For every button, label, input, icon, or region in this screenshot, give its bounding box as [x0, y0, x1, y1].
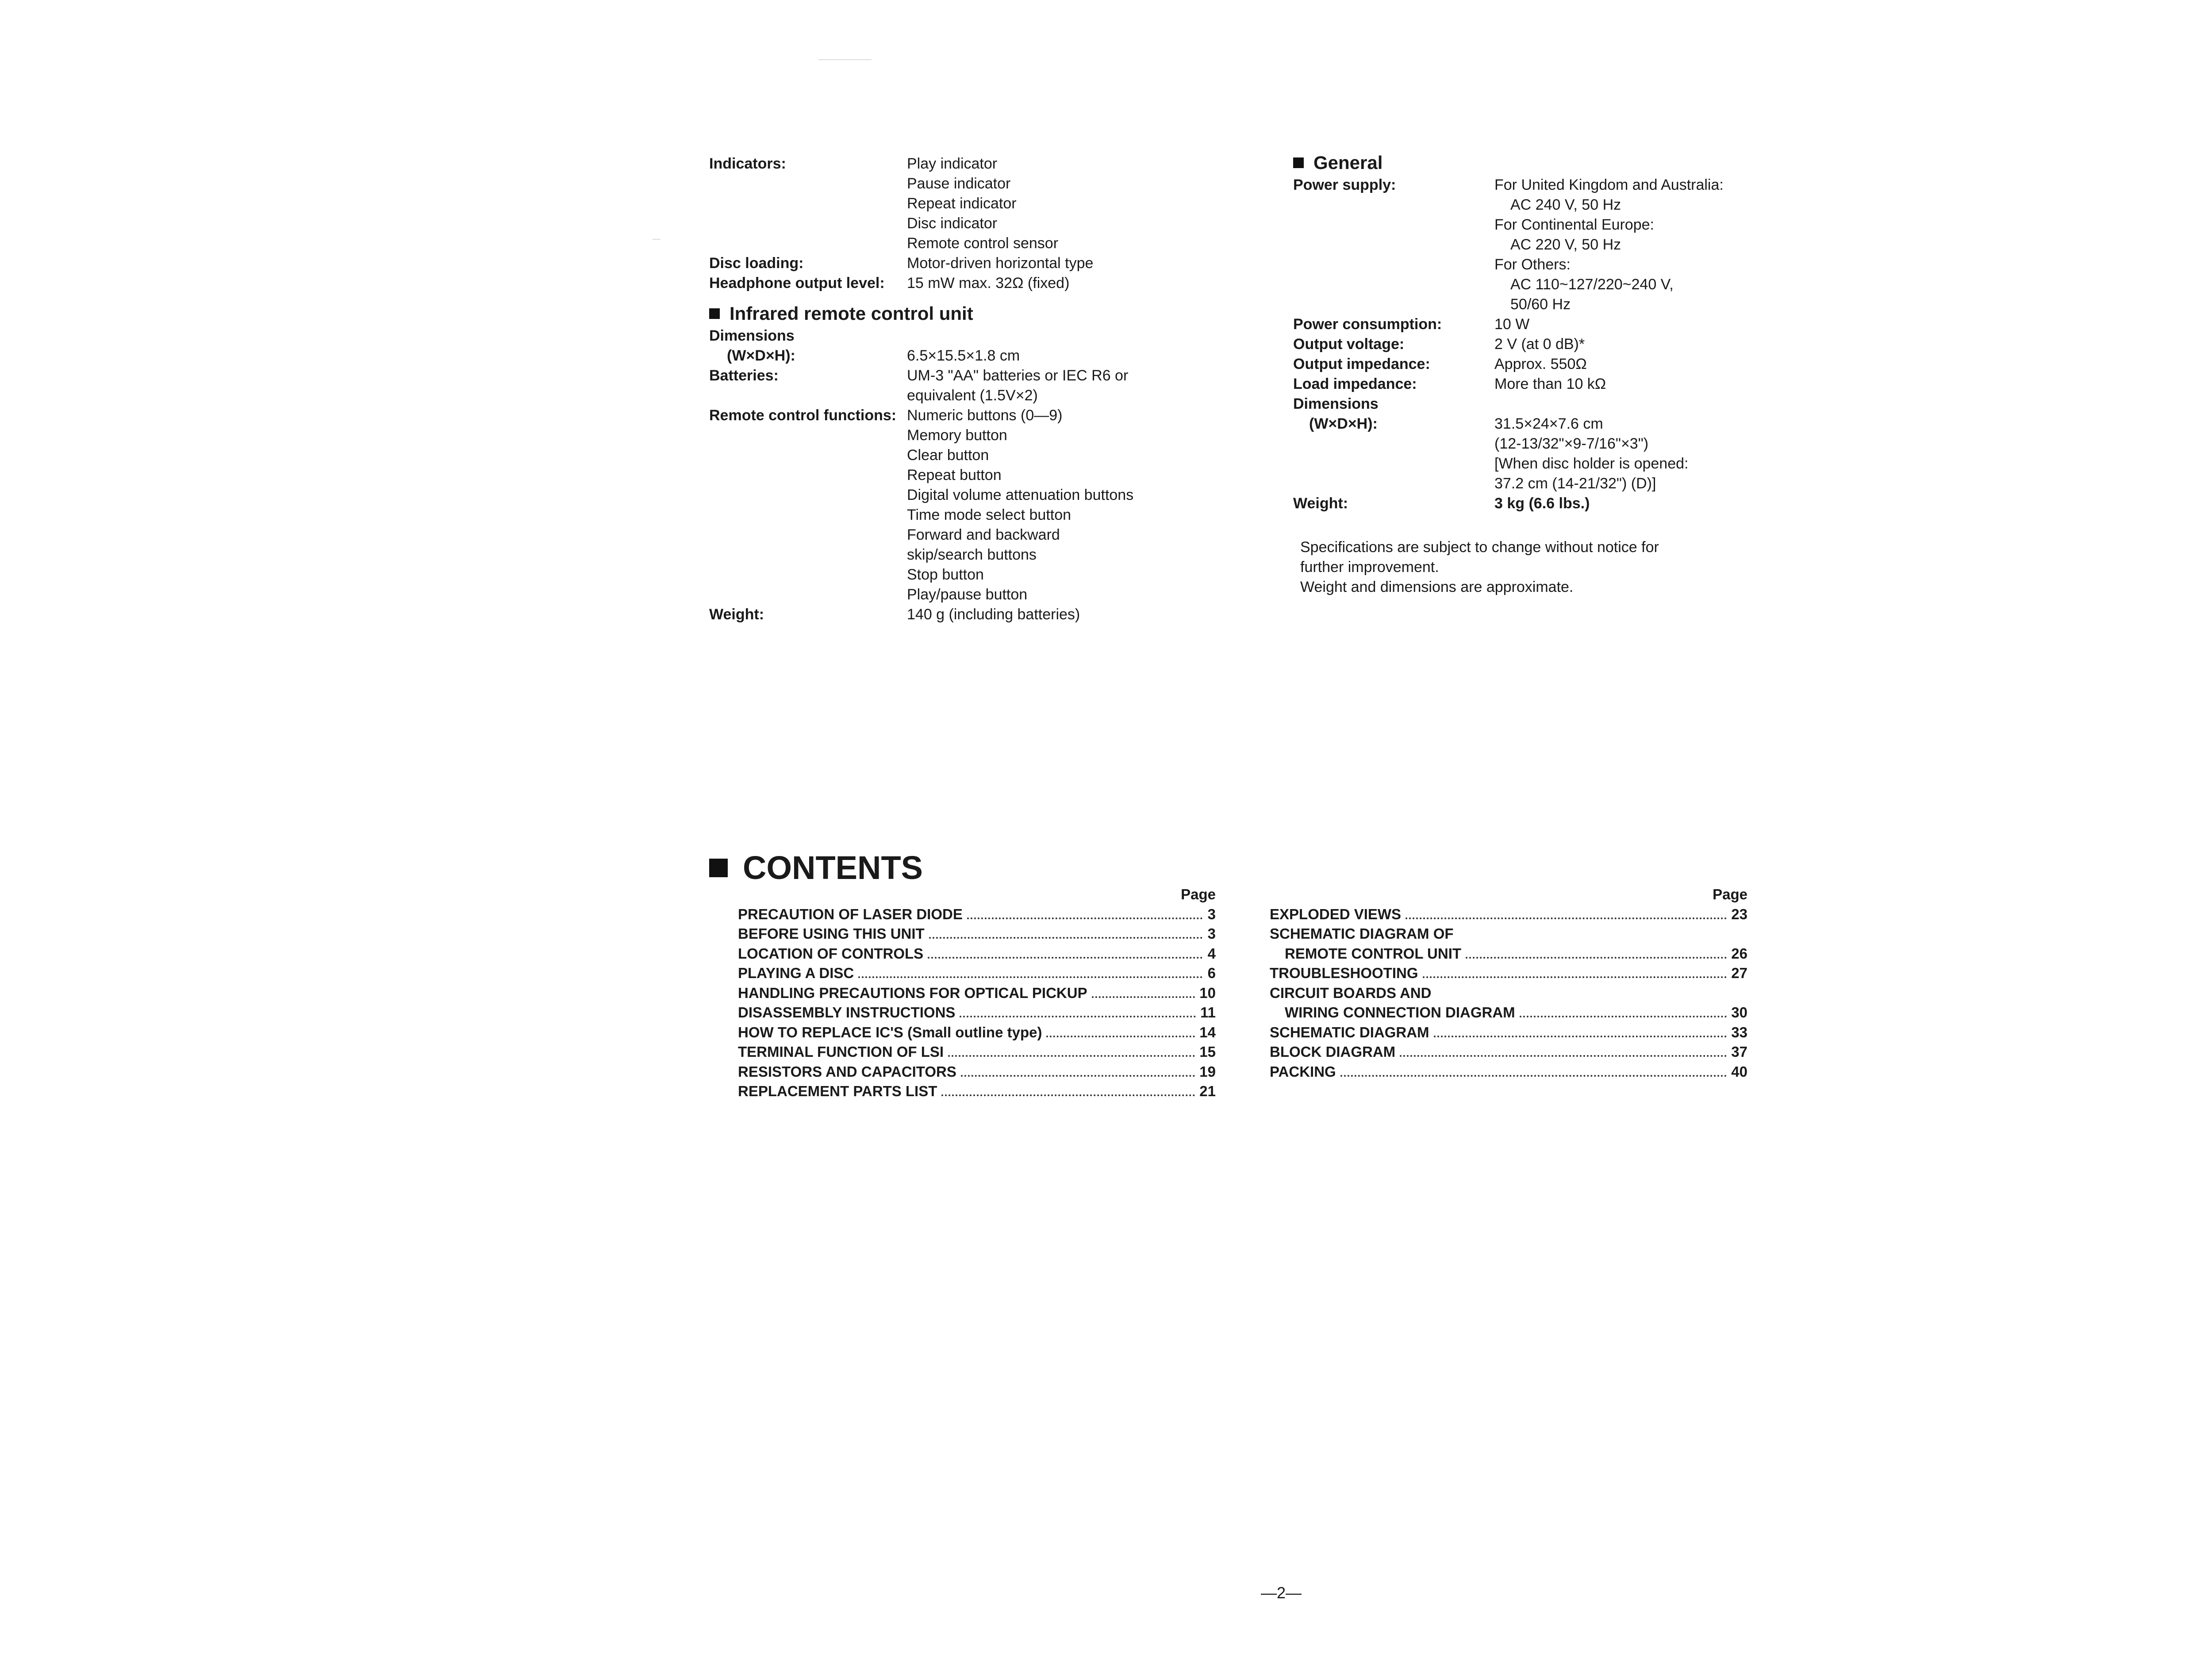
toc-entry-page: 26: [1731, 945, 1747, 962]
spec-value: Remote control sensor: [907, 235, 1059, 252]
toc-left-list: [738, 905, 1216, 1101]
scan-mark: [653, 239, 661, 240]
page-number: —2—: [1260, 1584, 1302, 1602]
spec-value: Disc indicator: [907, 215, 998, 232]
toc-entry-title: DISASSEMBLY INSTRUCTIONS: [738, 1004, 956, 1021]
spec-value: More than 10 kΩ: [1494, 376, 1606, 392]
toc-entry-title: CIRCUIT BOARDS AND: [1270, 984, 1432, 1001]
dimension-line: (12-13/32"×9-7/16"×3"): [1494, 435, 1649, 452]
power-supply-line: For Others:: [1494, 256, 1571, 273]
spec-value: 15 mW max. 32Ω (fixed): [907, 275, 1070, 292]
power-supply-label: Power supply:: [1293, 177, 1396, 193]
general-weight-label: Weight:: [1293, 495, 1348, 512]
toc-entry-title: TROUBLESHOOTING: [1270, 965, 1418, 981]
toc-entry-title: PACKING: [1270, 1063, 1336, 1080]
remote-functions-row: [709, 406, 1133, 605]
toc-entry-title: EXPLODED VIEWS: [1270, 906, 1402, 922]
toc-entry[interactable]: [738, 924, 1216, 944]
toc-leader-dots: [928, 957, 1202, 959]
function-item: Stop button: [907, 566, 984, 583]
general-dimensions-values: [1494, 414, 1688, 494]
toc-entry-title: BEFORE USING THIS UNIT: [738, 925, 925, 942]
page-column-header: Page: [1181, 886, 1216, 902]
toc-entry[interactable]: [1270, 905, 1747, 925]
left-spec-table: [709, 154, 1133, 293]
remote-batteries-label: Batteries:: [709, 367, 779, 384]
toc-entry[interactable]: [738, 1003, 1216, 1023]
toc-entry[interactable]: [738, 983, 1216, 1003]
toc-entry[interactable]: [738, 1042, 1216, 1062]
toc-entry[interactable]: [1270, 1023, 1747, 1043]
remote-dimensions-value: 6.5×15.5×1.8 cm: [907, 347, 1020, 364]
remote-dimensions-label: Dimensions: [709, 327, 795, 344]
spec-value: Pause indicator: [907, 175, 1011, 192]
note-line: Specifications are subject to change without notice for: [1300, 539, 1659, 556]
power-supply-line: For Continental Europe:: [1494, 216, 1654, 233]
toc-leader-dots: [1406, 917, 1727, 919]
toc-entry-title: REPLACEMENT PARTS LIST: [738, 1083, 937, 1099]
toc-entry-page: 23: [1731, 906, 1747, 922]
toc-leader-dots: [1520, 1016, 1727, 1017]
spec-values: [907, 253, 1093, 273]
remote-functions-label: Remote control functions:: [709, 407, 897, 424]
remote-weight-value: 140 g (including batteries): [907, 606, 1080, 623]
left-specs: [709, 154, 1133, 625]
general-dimensions-label: Dimensions: [1293, 395, 1379, 412]
toc-leader-dots: [1340, 1075, 1727, 1077]
square-bullet-icon: [1293, 157, 1304, 168]
toc-leader-dots: [1466, 957, 1727, 959]
power-supply-line: For United Kingdom and Australia:: [1494, 177, 1724, 193]
scan-mark: [818, 59, 872, 60]
function-item: Digital volume attenuation buttons: [907, 487, 1134, 503]
remote-dimensions-row-2: [709, 346, 1133, 366]
spec-values: [907, 154, 1058, 253]
toc-entry-title: HANDLING PRECAUTIONS FOR OPTICAL PICKUP: [738, 984, 1087, 1001]
general-section-heading: [1293, 150, 1724, 175]
general-dimensions-row: [1293, 394, 1724, 414]
toc-entry[interactable]: [1270, 963, 1747, 983]
batteries-value-line: equivalent (1.5V×2): [907, 387, 1038, 404]
contents-heading: [709, 849, 923, 887]
note-line: Weight and dimensions are approximate.: [1300, 579, 1574, 595]
remote-section-title: Infrared remote control unit: [730, 303, 973, 324]
toc-leader-dots: [929, 937, 1202, 939]
toc-entry-title: SCHEMATIC DIAGRAM OF: [1270, 925, 1454, 942]
contents-right-column: [1270, 885, 1747, 1082]
toc-entry-page: 4: [1207, 945, 1216, 962]
toc-entry[interactable]: [738, 1062, 1216, 1082]
spec-value: 10 W: [1494, 316, 1530, 333]
power-supply-line: AC 240 V, 50 Hz: [1510, 196, 1621, 213]
square-bullet-icon: [709, 308, 720, 319]
toc-leader-dots: [858, 976, 1202, 978]
toc-leader-dots: [941, 1094, 1195, 1096]
toc-entry[interactable]: [738, 1023, 1216, 1043]
general-spec-table: [1293, 315, 1724, 394]
general-specs: [1293, 150, 1724, 597]
toc-entry-page: 6: [1207, 965, 1216, 981]
dimension-line: 37.2 cm (14-21/32") (D)]: [1494, 475, 1656, 492]
spec-label: Output impedance:: [1293, 356, 1430, 372]
remote-weight-label: Weight:: [709, 606, 764, 623]
note-line: further improvement.: [1300, 559, 1439, 576]
spec-value: Motor-driven horizontal type: [907, 255, 1094, 272]
function-item: Clear button: [907, 447, 989, 464]
toc-leader-dots: [1400, 1055, 1727, 1057]
toc-entry[interactable]: [738, 963, 1216, 983]
function-item: Numeric buttons (0—9): [907, 407, 1063, 424]
toc-entry-title: REMOTE CONTROL UNIT: [1285, 945, 1462, 962]
toc-entry-page: 19: [1199, 1063, 1216, 1080]
toc-entry-page: 14: [1199, 1024, 1216, 1040]
toc-entry[interactable]: [738, 1082, 1216, 1101]
toc-leader-dots: [1046, 1036, 1195, 1037]
function-item: Play/pause button: [907, 586, 1028, 603]
toc-leader-dots: [960, 1016, 1196, 1017]
toc-entry-title: BLOCK DIAGRAM: [1270, 1044, 1396, 1060]
function-item: Memory button: [907, 427, 1007, 444]
toc-entry-title: RESISTORS AND CAPACITORS: [738, 1063, 956, 1080]
toc-leader-dots: [1423, 976, 1727, 978]
toc-entry[interactable]: [1270, 1042, 1747, 1062]
spec-row: [1293, 374, 1724, 394]
contents-left-column: [738, 885, 1216, 1101]
toc-entry[interactable]: [1270, 1062, 1747, 1082]
power-supply-values: [1494, 175, 1724, 315]
toc-entry-page: 30: [1731, 1004, 1747, 1021]
toc-entry[interactable]: [738, 944, 1216, 964]
toc-entry-page: 15: [1199, 1044, 1216, 1060]
power-supply-line: 50/60 Hz: [1510, 296, 1571, 313]
toc-entry-page: 11: [1200, 1004, 1216, 1021]
toc-entry-page: 3: [1207, 925, 1216, 942]
general-weight-value: 3 kg (6.6 lbs.): [1494, 495, 1590, 512]
general-dimensions-row-2: [1293, 414, 1724, 494]
spec-row: [709, 253, 1133, 273]
power-supply-line: AC 110~127/220~240 V,: [1510, 276, 1674, 293]
toc-entry-page: 3: [1207, 906, 1216, 922]
remote-dimensions-sublabel: (W×D×H):: [727, 347, 795, 364]
toc-leader-dots: [961, 1075, 1195, 1077]
spec-value: 2 V (at 0 dB)*: [1494, 336, 1585, 353]
function-item: Forward and backward: [907, 526, 1060, 543]
toc-entry-page: 27: [1731, 965, 1747, 981]
power-supply-line: AC 220 V, 50 Hz: [1510, 236, 1621, 253]
general-weight-row: [1293, 494, 1724, 514]
toc-entry[interactable]: [1270, 924, 1747, 944]
toc-leader-dots: [1092, 996, 1195, 998]
toc-entry-title: PLAYING A DISC: [738, 965, 854, 981]
remote-batteries-values: [907, 366, 1128, 406]
spec-label: Indicators:: [709, 155, 786, 172]
page-column-header: Page: [1713, 886, 1747, 902]
spec-label: Headphone output level:: [709, 275, 885, 292]
spec-label: Output voltage:: [1293, 336, 1405, 353]
power-supply-row: [1293, 175, 1724, 315]
toc-right-list: [1270, 905, 1747, 1082]
remote-section-heading: [709, 301, 1133, 326]
spec-label: Load impedance:: [1293, 376, 1417, 392]
toc-entry-title: LOCATION OF CONTROLS: [738, 945, 924, 962]
function-item: skip/search buttons: [907, 546, 1037, 563]
contents-title: CONTENTS: [743, 849, 923, 886]
remote-weight-row: [709, 605, 1133, 625]
toc-entry-page: 10: [1199, 984, 1216, 1001]
toc-entry-page: 37: [1731, 1044, 1747, 1060]
dimension-line: 31.5×24×7.6 cm: [1494, 415, 1603, 432]
general-section-title: General: [1313, 152, 1383, 173]
spec-values: [907, 273, 1069, 293]
spec-row: [1293, 334, 1724, 354]
remote-functions-values: [907, 406, 1133, 605]
toc-leader-dots: [967, 917, 1202, 919]
spec-value: Repeat indicator: [907, 195, 1017, 212]
toc-leader-dots: [1434, 1036, 1727, 1037]
remote-batteries-row: [709, 366, 1133, 406]
batteries-value-line: UM-3 "AA" batteries or IEC R6 or: [907, 367, 1129, 384]
spec-row: [709, 154, 1133, 253]
square-bullet-icon: [709, 859, 728, 877]
toc-entry-title: PRECAUTION OF LASER DIODE: [738, 906, 963, 922]
toc-entry-page: 33: [1731, 1024, 1747, 1040]
spec-row: [709, 273, 1133, 293]
toc-entry-title: WIRING CONNECTION DIAGRAM: [1285, 1004, 1515, 1021]
toc-entry-title: HOW TO REPLACE IC'S (Small outline type): [738, 1024, 1042, 1040]
toc-entry-title: TERMINAL FUNCTION OF LSI: [738, 1044, 944, 1060]
toc-leader-dots: [948, 1055, 1195, 1057]
spec-row: [1293, 354, 1724, 374]
toc-entry[interactable]: [738, 905, 1216, 925]
spec-row: [1293, 315, 1724, 334]
spec-label: Disc loading:: [709, 255, 804, 272]
toc-entry-page: 21: [1199, 1083, 1216, 1099]
general-dimensions-sublabel: (W×D×H):: [1309, 415, 1378, 432]
toc-entry-page: 40: [1731, 1063, 1747, 1080]
spec-value: Play indicator: [907, 155, 998, 172]
spec-notes: [1293, 537, 1724, 597]
function-item: Repeat button: [907, 467, 1002, 484]
spec-label: Power consumption:: [1293, 316, 1442, 333]
remote-dimensions-row: [709, 326, 1133, 346]
toc-entry[interactable]: [1270, 944, 1747, 964]
spec-value: Approx. 550Ω: [1494, 356, 1587, 372]
function-item: Time mode select button: [907, 507, 1071, 523]
dimension-line: [When disc holder is opened:: [1494, 455, 1689, 472]
toc-entry[interactable]: [1270, 983, 1747, 1003]
toc-entry[interactable]: [1270, 1003, 1747, 1023]
toc-entry-title: SCHEMATIC DIAGRAM: [1270, 1024, 1429, 1040]
